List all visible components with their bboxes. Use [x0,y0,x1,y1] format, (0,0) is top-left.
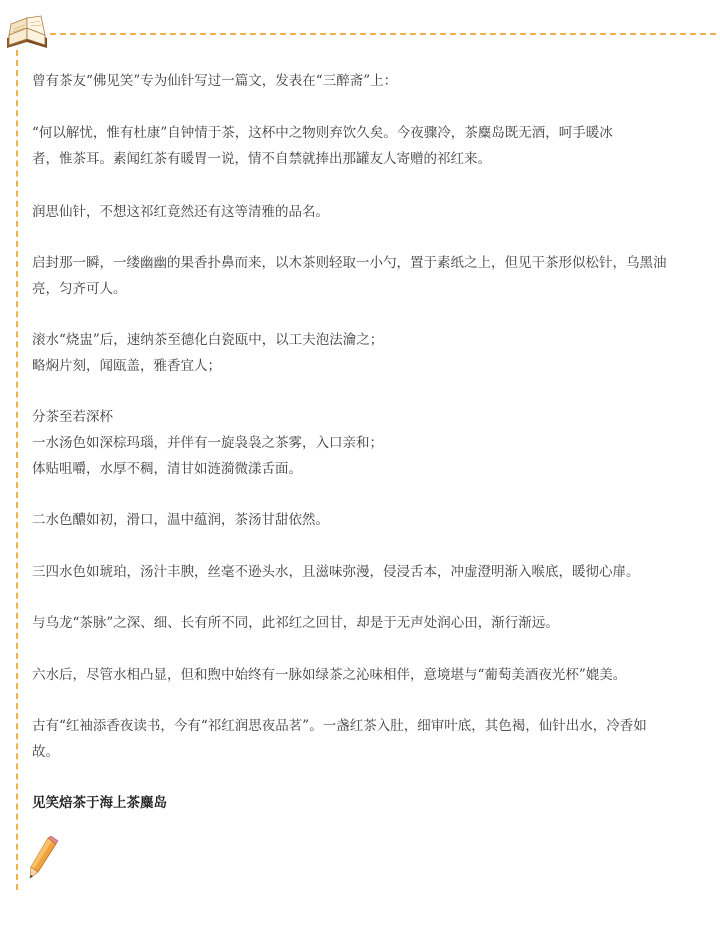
paragraph-5 [32,327,696,379]
paragraph-7 [32,507,696,533]
paragraph-line: 与乌龙“茶脉”之深、细、长有所不同，此祁红之回甘，却是于无声处润心田，渐行渐远。 [32,615,559,631]
paragraph-8 [32,559,696,585]
paragraph-line: 滚水“烧盅”后，速纳茶至德化白瓷瓯中，以工夫泡法瀹之； [32,332,384,348]
paragraph-line: 二水色醲如初，滑口，温中蕴润，茶汤甘甜依然。 [32,512,329,528]
paragraph-line: 故。 [32,744,59,760]
paragraph-line: 者，惟茶耳。素闻红茶有暖胃一说，情不自禁就捧出那罐友人寄赠的祁红来。 [32,151,491,167]
paragraph-10 [32,662,696,688]
paragraph-line: 一水汤色如深棕玛瑙，并伴有一旋袅袅之茶雾，入口亲和； [32,435,383,451]
paragraph-9 [32,610,696,636]
paragraph-line: 分茶至若深杯 [32,409,113,425]
paragraph-line: 体贴咀嚼，水厚不稠，清甘如涟漪微漾舌面。 [32,461,302,477]
paragraph-11 [32,713,696,765]
paragraph-3 [32,199,696,225]
paragraph-line: 略焖片刻，闻瓯盖，雅香宜人； [32,358,221,374]
open-book-icon [3,8,51,50]
paragraph-line: “何以解忧，惟有杜康”自钟情于茶，这杯中之物则弃饮久矣。今夜骤冷，茶麋岛既无酒，呵手暖冰 [32,125,613,141]
paragraph-4 [32,250,696,302]
paragraph-2 [32,120,696,172]
author-signature: 见笑焙茶于海上茶麋岛 [32,795,167,811]
paragraph-1 [32,68,696,94]
pencil-icon [26,836,60,880]
paragraph-line: 曾有茶友“佛见笑”专为仙针写过一篇文，发表在“三醉斋”上： [32,73,398,89]
paragraph-line: 古有“红袖添香夜读书，今有“祁红润思夜品茗”。一盏红茶入肚，细审叶底，其色褐，仙针出水，冷香如 [32,718,647,734]
paragraph-6 [32,404,696,482]
paragraph-line: 六水后，尽管水相凸显，但和煦中始终有一脉如绿茶之沁味相伴，意境堪与“葡萄美酒夜光杯”媲美。 [32,667,627,683]
paragraph-line: 启封那一瞬，一缕幽幽的果香扑鼻而来，以木茶则轻取一小勺，置于素纸之上，但见干茶形似松针，乌黑油 [32,255,667,271]
top-dashed-rule [50,33,716,35]
left-dashed-rule [16,50,18,890]
paragraph-line: 亮，匀齐可人。 [32,281,127,297]
paragraph-line: 三四水色如琥珀，汤汁丰腴，丝毫不逊头水，且滋味弥漫，侵浸舌本，冲虚澄明渐入喉底，暖彻心扉。 [32,564,640,580]
paragraph-line: 润思仙针，不想这祁红竟然还有这等清雅的品名。 [32,204,329,220]
